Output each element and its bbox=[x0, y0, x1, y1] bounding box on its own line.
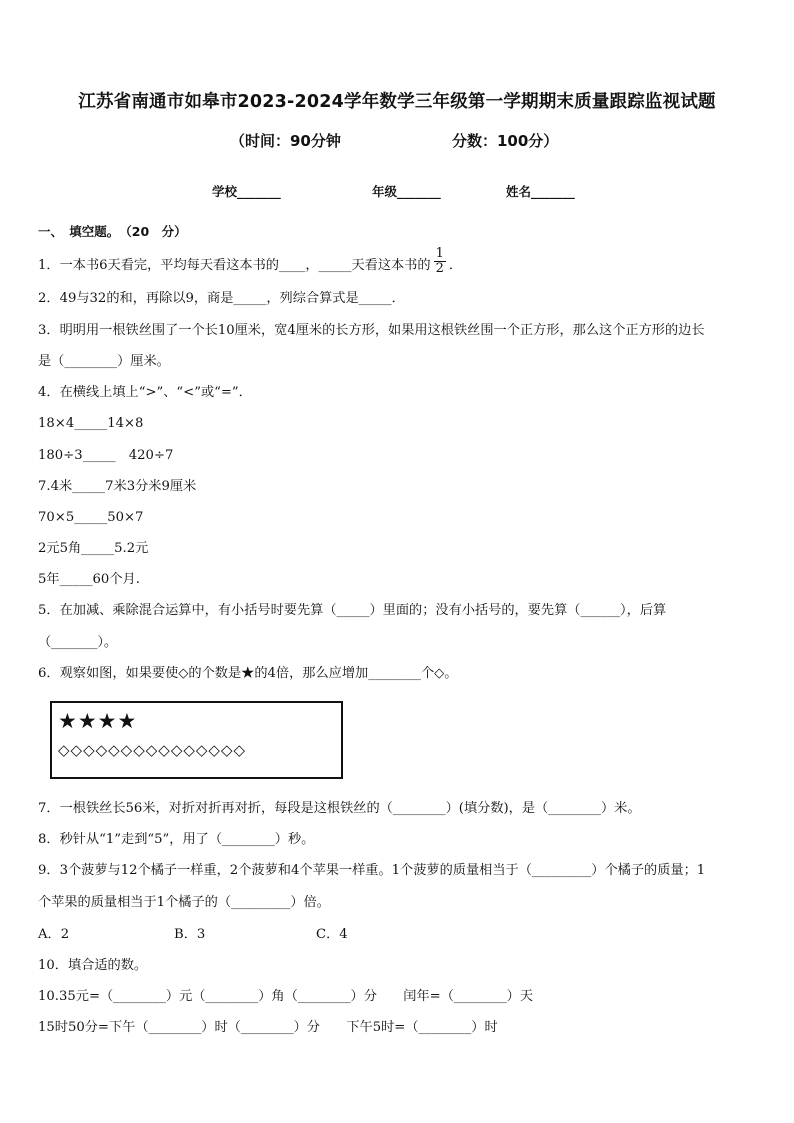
question-1-text: 1．一本书6天看完，平均每天看这本书的____，_____天看这本书的 bbox=[38, 258, 431, 273]
exam-score: 分数：100分） bbox=[452, 132, 559, 150]
star-row: ★★★★ bbox=[58, 709, 138, 733]
question-8: 8．秒针从“1”走到“5”，用了（________）秒。 bbox=[38, 832, 315, 847]
school-field[interactable]: 学校_______ bbox=[212, 184, 281, 199]
question-1-end: ． bbox=[448, 258, 463, 273]
fraction-one-half bbox=[434, 247, 446, 276]
question-3-line-2: 是（________）厘米。 bbox=[38, 354, 170, 369]
question-10-line-1: 10.35元=（________）元（________）角（________）分 闰年=（________）天 bbox=[38, 989, 534, 1004]
question-2: 2．49与32的和，再除以9，商是_____，列综合算式是_____． bbox=[38, 291, 405, 306]
question-5-line-1: 5．在加减、乘除混合运算中，有小括号时要先算（_____）里面的；没有小括号的，要先算（______），后算 bbox=[38, 603, 667, 618]
figure-box bbox=[50, 701, 343, 779]
question-9-line-2: 个苹果的质量相当于1个橘子的（_________）倍。 bbox=[38, 895, 330, 910]
section-heading: 一、 填空题。 （20 分） bbox=[38, 224, 187, 239]
question-4-item: 70×5_____50×7 bbox=[38, 510, 144, 525]
question-6: 6．观察如图，如果要使◇的个数是★的4倍，那么应增加________个◇。 bbox=[38, 666, 458, 681]
fraction-denominator: 2 bbox=[435, 261, 444, 276]
question-9-option-c[interactable]: C．4 bbox=[316, 927, 348, 942]
grade-field[interactable]: 年级_______ bbox=[372, 184, 441, 199]
question-4-item: 2元5角_____5.2元 bbox=[38, 541, 149, 556]
exam-time: （时间：90分钟 bbox=[230, 132, 341, 150]
question-9-line-1: 9．3个菠萝与12个橘子一样重，2个菠萝和4个苹果一样重。1个菠萝的质量相当于（_________）个橘子的质量；1 bbox=[38, 863, 706, 878]
question-4-item: 180÷3_____ 420÷7 bbox=[38, 448, 174, 463]
question-4-item: 5年_____60个月. bbox=[38, 572, 140, 587]
question-4-item: 18×4_____14×8 bbox=[38, 416, 144, 431]
question-1 bbox=[38, 246, 463, 276]
fraction-numerator: 1 bbox=[435, 246, 444, 261]
question-3-line-1: 3．明明用一根铁丝围了一个长10厘米，宽4厘米的长方形，如果用这根铁丝围一个正方形，那么这个正方形的边长 bbox=[38, 323, 705, 338]
question-4: 4．在横线上填上“>”、“<”或“=”． bbox=[38, 385, 252, 400]
question-10: 10．填合适的数。 bbox=[38, 958, 148, 973]
question-9-option-a[interactable]: A．2 bbox=[38, 927, 70, 942]
question-5-line-2: （_______）。 bbox=[38, 635, 118, 650]
diamond-row: ◇◇◇◇◇◇◇◇◇◇◇◇◇◇◇ bbox=[58, 741, 247, 759]
question-4-item: 7.4米_____7米3分米9厘米 bbox=[38, 479, 197, 494]
question-7: 7．一根铁丝长56米，对折对折再对折，每段是这根铁丝的（________）(填分数)，是（________）米。 bbox=[38, 801, 641, 816]
question-10-line-2: 15时50分=下午（________）时（________）分 下午5时=（________）时 bbox=[38, 1020, 498, 1035]
page-title: 江苏省南通市如皋市2023-2024学年数学三年级第一学期期末质量跟踪监视试题 bbox=[78, 92, 716, 112]
name-field[interactable]: 姓名_______ bbox=[506, 184, 575, 199]
question-9-option-b[interactable]: B．3 bbox=[174, 927, 206, 942]
